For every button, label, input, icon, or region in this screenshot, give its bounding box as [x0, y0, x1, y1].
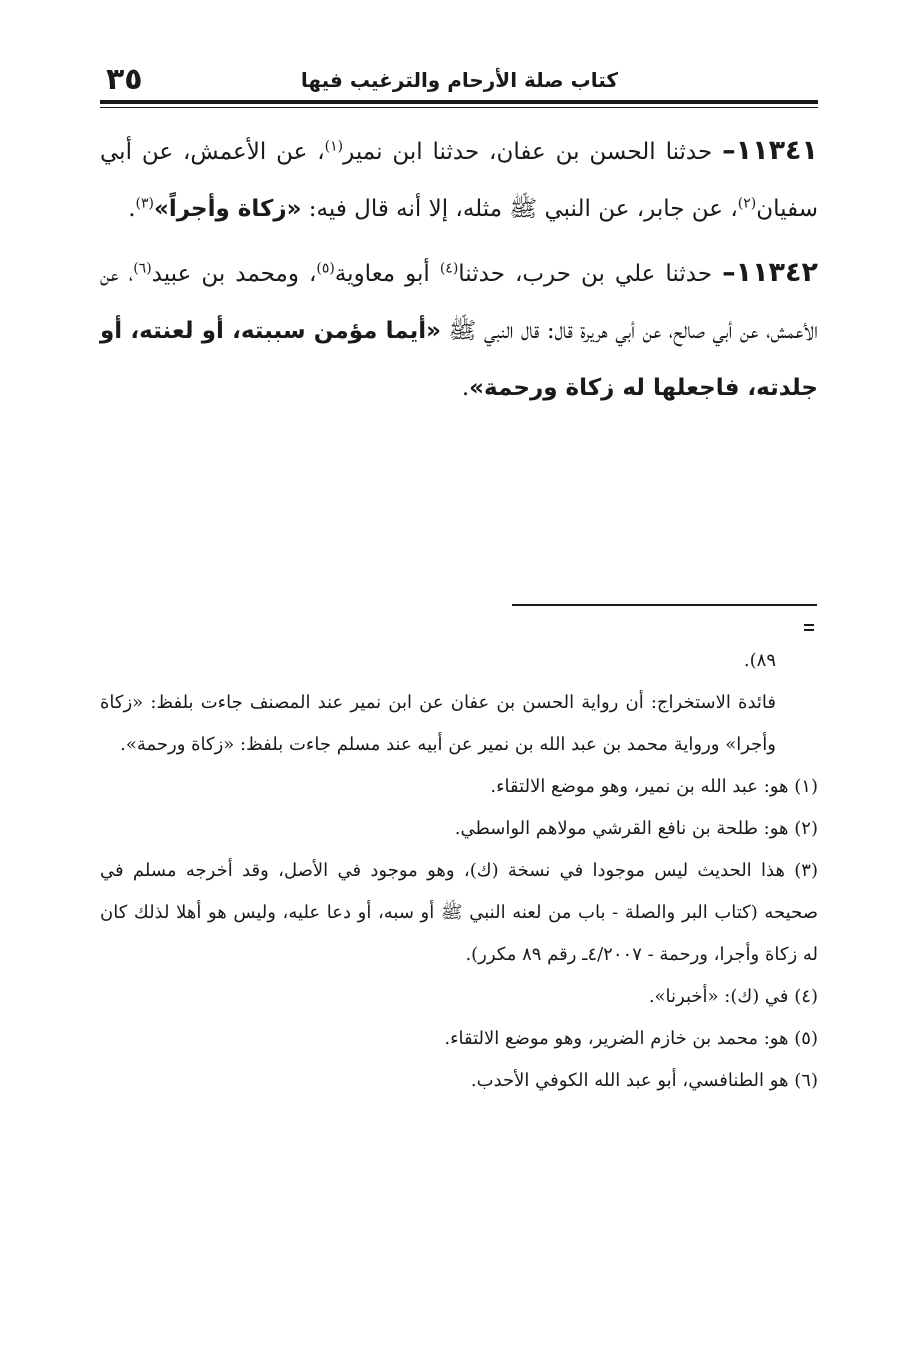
- hadith-text: .: [128, 196, 136, 222]
- footnote-ref: (٦): [133, 260, 152, 277]
- hadith-11341: [100, 122, 818, 238]
- hadith-text: .: [461, 375, 470, 401]
- footnote-3: (٣) هذا الحديث ليس موجودا في نسخة (ك)، وهو موجود في الأصل، وقد أخرجه مسلم في صحيحه (كتاب البر والصلة - باب من لعنه النبي ﷺ أو سبه، أو دعا عليه، وليس هو أهلا لذلك كان له زكاة وأجرا، ورحمة - ٤/٢٠٠٧ـ رقم ٨٩ مكرر).: [100, 860, 818, 965]
- hadith-quote: «زكاة وأجراً»: [153, 196, 302, 222]
- footnote-separator: [512, 604, 817, 606]
- page-number: ٣٥: [106, 62, 143, 97]
- hadith-quote: «أيما مؤمن سببته، أو لعنته، أو جلدته، فاجعلها له زكاة ورحمة»: [100, 318, 818, 401]
- footnote-ref: (٢): [737, 195, 757, 212]
- footnote-continuation-mark: [804, 629, 814, 631]
- footnote-2: (٢) هو: طلحة بن نافع القرشي مولاهم الواسطي.: [454, 818, 818, 839]
- footnote-4: (٤) في (ك): «أخبرنا».: [648, 986, 818, 1007]
- hadith-text: ، عن جابر، عن النبي ﷺ مثله، إلا أنه قال فيه:: [301, 196, 738, 222]
- footnote-ref: (٥): [316, 260, 335, 277]
- header-rule-thin: [100, 107, 818, 108]
- header-title: كتاب صلة الأرحام والترغيب فيها: [300, 68, 618, 92]
- hadith-number: ١١٣٤١–: [722, 135, 819, 166]
- hadith-text: حدثنا علي بن حرب، حدثنا: [458, 261, 723, 287]
- footnote-continuation: ٨٩).: [743, 650, 776, 671]
- footnote-1: (١) هو: عبد الله بن نمير، وهو موضع الالتقاء.: [490, 776, 818, 797]
- hadith-text: أبو معاوية: [334, 261, 440, 287]
- main-text: [100, 122, 818, 423]
- footnote-5: (٥) هو: محمد بن خازم الضرير، وهو موضع الالتقاء.: [444, 1028, 818, 1049]
- hadith-text: حدثنا الحسن بن عفان، حدثنا ابن نمير: [343, 139, 723, 165]
- hadith-text: ، عن الأعمش، عن أبي سفيان: [100, 139, 818, 222]
- footnote-benefit: فائدة الاستخراج: أن رواية الحسن بن عفان عن ابن نمير عند المصنف جاءت بلفظ: «زكاة وأجرا» ورواية محمد بن عبد الله بن نمير عن أبيه عند مسلم جاءت بلفظ: «زكاة ورحمة».: [100, 692, 776, 755]
- hadith-11342: [100, 244, 818, 417]
- hadith-number: ١١٣٤٢–: [722, 257, 818, 288]
- footnote-ref: (٤): [439, 260, 459, 277]
- header-rule-thick: [100, 100, 818, 104]
- footnote-6: (٦) هو الطنافسي، أبو عبد الله الكوفي الأحدب.: [470, 1070, 818, 1091]
- hadith-text: ، عن الأعمش، عن أبي صالح، عن أبي هريرة قال: قال النبي ﷺ: [100, 261, 818, 344]
- page-header: [100, 62, 818, 102]
- footnote-ref: (٣): [135, 195, 154, 212]
- footnote-continuation-mark: [804, 624, 814, 626]
- footnotes: [100, 640, 818, 1102]
- hadith-text: ، ومحمد بن عبيد: [151, 261, 317, 287]
- footnote-ref: (١): [324, 138, 344, 155]
